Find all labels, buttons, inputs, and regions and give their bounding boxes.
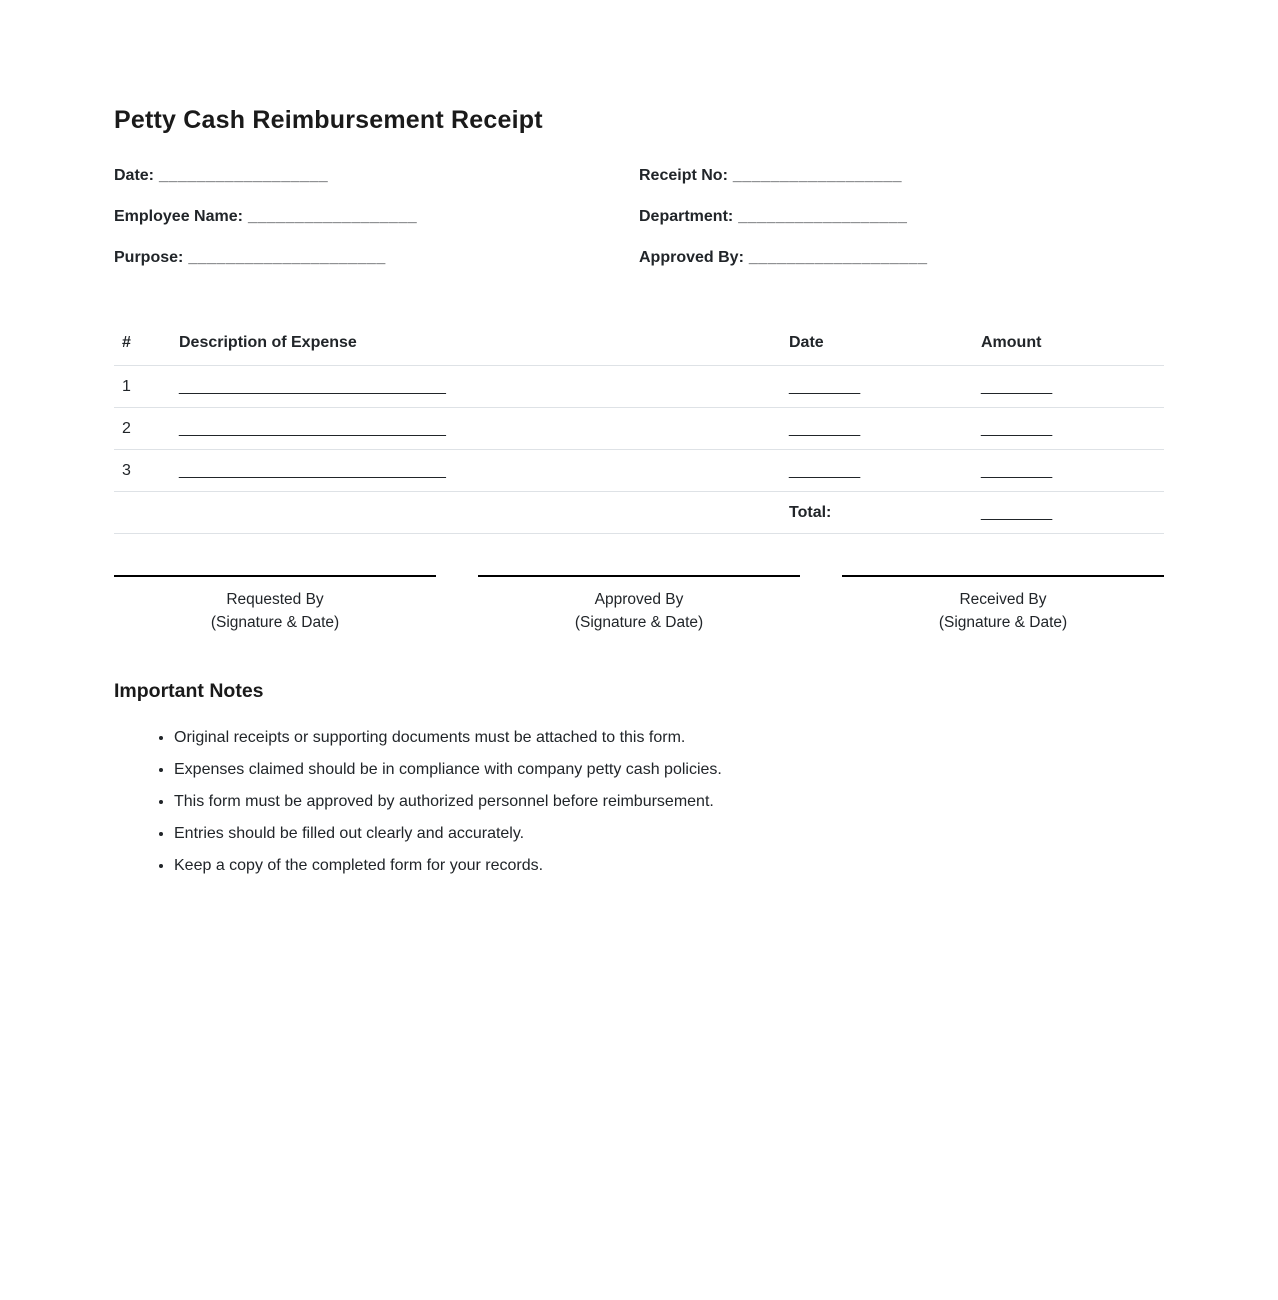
row-amount-blank: ________	[973, 366, 1164, 408]
signature-caption: (Signature & Date)	[210, 614, 340, 631]
row-description-blank: ______________________________	[171, 450, 781, 492]
note-item: • Keep a copy of the completed form for your records.	[174, 857, 1164, 875]
expense-table	[114, 326, 1164, 534]
field-purpose-label: Purpose:	[114, 249, 184, 266]
field-date-label: Date:	[114, 167, 155, 184]
total-empty-cell	[171, 492, 781, 534]
field-approved-by	[639, 249, 1164, 267]
column-header-amount: Amount	[973, 326, 1164, 366]
field-receipt-no-label: Receipt No:	[639, 167, 728, 184]
expense-table-header-row	[114, 326, 1164, 366]
row-description-blank: ______________________________	[171, 408, 781, 450]
note-item: • This form must be approved by authorized personnel before reimbursement.	[174, 793, 1164, 811]
field-purpose	[114, 249, 639, 267]
field-date	[114, 167, 639, 185]
note-item: • Expenses claimed should be in compliance with company petty cash policies.	[174, 761, 1164, 779]
notes-list	[114, 729, 1164, 875]
field-employee-name	[114, 208, 639, 226]
notes-heading: Important Notes	[114, 680, 264, 702]
row-date-blank: ________	[781, 450, 973, 492]
column-header-description: Description of Expense	[171, 326, 781, 366]
row-number: 2	[114, 408, 171, 450]
field-purpose-blank: _____________________	[188, 249, 386, 266]
signature-section	[114, 575, 1164, 634]
row-description-blank: ______________________________	[171, 366, 781, 408]
column-header-date: Date	[781, 326, 973, 366]
row-date-blank: ________	[781, 366, 973, 408]
page-title: Petty Cash Reimbursement Receipt	[114, 106, 543, 134]
header-fields	[114, 167, 1164, 267]
table-total-row	[114, 492, 1164, 534]
total-empty-cell	[114, 492, 171, 534]
signature-role: Requested By	[226, 591, 324, 608]
signature-caption: (Signature & Date)	[574, 614, 704, 631]
column-header-number: #	[114, 326, 171, 366]
signature-received-by	[842, 575, 1164, 634]
signature-approved-by	[478, 575, 800, 634]
field-department-label: Department:	[639, 208, 734, 225]
row-number: 1	[114, 366, 171, 408]
row-date-blank: ________	[781, 408, 973, 450]
field-approved-by-blank: ___________________	[748, 249, 928, 266]
table-row	[114, 450, 1164, 492]
field-department	[639, 208, 1164, 226]
row-amount-blank: ________	[973, 450, 1164, 492]
total-label: Total:	[781, 492, 973, 534]
signature-role: Received By	[959, 591, 1047, 608]
row-amount-blank: ________	[973, 408, 1164, 450]
total-amount-blank: ________	[973, 492, 1164, 534]
signature-requested-by	[114, 575, 436, 634]
field-employee-name-blank: __________________	[247, 208, 418, 225]
signature-role: Approved By	[594, 591, 684, 608]
note-item: • Original receipts or supporting documents must be attached to this form.	[174, 729, 1164, 747]
field-receipt-no	[639, 167, 1164, 185]
table-row	[114, 366, 1164, 408]
table-row	[114, 408, 1164, 450]
field-date-blank: __________________	[159, 167, 329, 184]
signature-caption: (Signature & Date)	[938, 614, 1068, 631]
note-item: • Entries should be filled out clearly and accurately.	[174, 825, 1164, 843]
field-approved-by-label: Approved By:	[639, 249, 744, 266]
field-department-blank: __________________	[738, 208, 908, 225]
field-employee-name-label: Employee Name:	[114, 208, 243, 225]
field-receipt-no-blank: __________________	[732, 167, 903, 184]
row-number: 3	[114, 450, 171, 492]
